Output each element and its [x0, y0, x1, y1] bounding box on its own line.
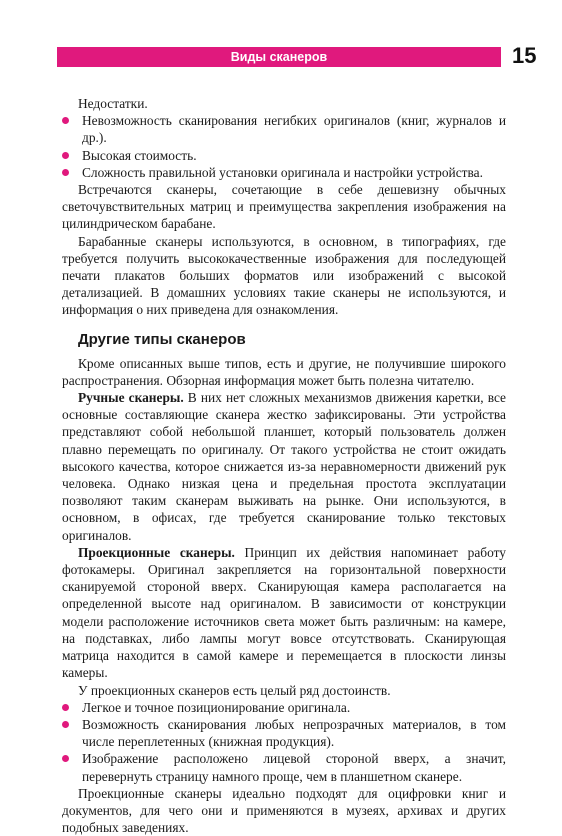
text-handheld: В них нет сложных механизмов движения каретки, все основные составляющие сканера жестко зафиксированы. Эти устройства представляют собой небольшой планшет, который пользователь должен плавно перемещать по оригиналу. От такого устройства не стоит ожидать высокого качества, которое снижается из-за неравномерности движений рук человека. Однако низкая цена и предельная простота эксплуатации позволяют таким сканерам выживать на рынке. Они используются, в основном, в офисах, где требуется сканирование только текстовых оригиналов.	[62, 390, 506, 543]
running-header	[57, 47, 501, 67]
bullet-dot-icon	[62, 755, 69, 762]
bullet-dot-icon	[62, 704, 69, 711]
list-item-text: Сложность правильной установки оригинала и настройки устройства.	[82, 164, 483, 180]
list-item	[62, 164, 506, 181]
advantages-list	[62, 699, 506, 785]
list-item	[62, 112, 506, 146]
paragraph-intro: Кроме описанных выше типов, есть и другие, не получившие широкого распространения. Обзорная информация может быть полезна читателю.	[62, 355, 506, 388]
paragraph-hybrid: Встречаются сканеры, сочетающие в себе дешевизну обычных светочувствительных матриц и преимущества закрепления изображения на цилиндрическом барабане.	[62, 182, 506, 232]
paragraph-conclusion: Проекционные сканеры идеально подходят для оцифровки книг и документов, для чего они и применяются в музеях, архивах и других подобных заведениях.	[62, 785, 506, 836]
term-projection: Проекционные сканеры.	[78, 544, 235, 560]
list-item-text: Невозможность сканирования негибких оригиналов (книг, журналов и др.).	[82, 113, 506, 146]
section-title: Другие типы сканеров	[78, 330, 246, 348]
bullet-dot-icon	[62, 721, 69, 728]
paragraph-projection	[62, 544, 506, 682]
term-handheld: Ручные сканеры.	[78, 390, 184, 406]
list-item-text: Возможность сканирования любых непрозрачных материалов, в том числе переплетенных (книжная продукция).	[82, 716, 506, 750]
list-item	[62, 147, 506, 164]
bullet-dot-icon	[62, 152, 69, 159]
list-item-text: Высокая стоимость.	[82, 147, 197, 163]
list-item	[62, 716, 506, 750]
disadvantages-list	[62, 112, 506, 181]
paragraph-drum: Барабанные сканеры используются, в основном, в типографиях, где требуется получить высококачественные изображения для последующей печати плакатов больших форматов или изображений с высокой детализацией. В домашних условиях такие сканеры не используются, и информация о них приведена для ознакомления.	[62, 233, 506, 318]
text-projection: Принцип их действия напоминает работу фотокамеры. Оригинал закрепляется на горизонтальной поверхности сканируемой стороной вверх. Сканирующая камера располагается на определенной высоте над оригиналом. В зависимости от конструкции модели расположение источников света может быть различным: на камере, на подставках, либо лампы могут вовсе отсутствовать. Сканирующая матрица находится в самой камере и перемещается в плоскости линзы камеры.	[62, 544, 506, 681]
paragraph-handheld	[62, 389, 506, 544]
disadvantages-intro: Недостатки.	[78, 96, 148, 111]
list-item	[62, 750, 506, 784]
advantages-intro: У проекционных сканеров есть целый ряд достоинств.	[78, 682, 391, 698]
page-number: 15	[512, 43, 537, 68]
running-header-title: Виды сканеров	[230, 50, 328, 64]
list-item-text: Легкое и точное позиционирование оригинала.	[82, 699, 351, 715]
list-item-text: Изображение расположено лицевой стороной вверх, а значит, перевернуть страницу намного проще, чем в планшетном сканере.	[82, 751, 506, 784]
bullet-dot-icon	[62, 117, 69, 124]
page-body	[62, 95, 506, 836]
list-item	[62, 699, 506, 716]
bullet-dot-icon	[62, 169, 69, 176]
